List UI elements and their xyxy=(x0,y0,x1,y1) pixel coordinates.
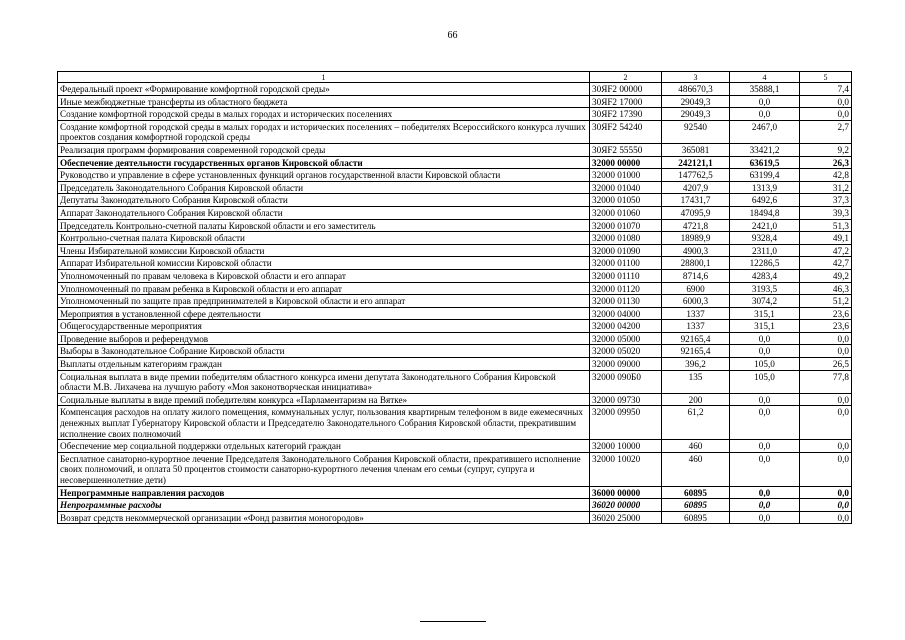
table-row xyxy=(58,345,852,358)
row-planned-cell: 1337 xyxy=(662,307,730,320)
row-percent-cell: 31,2 xyxy=(800,181,852,194)
row-executed-cell: 2311,0 xyxy=(730,244,800,257)
row-planned-cell: 92165,4 xyxy=(662,332,730,345)
row-name-cell: Уполномоченный по защите прав предпринимателей в Кировской области и его аппарат xyxy=(58,295,590,308)
row-executed-cell: 0,0 xyxy=(730,452,800,486)
row-name-cell: Федеральный проект «Формирование комфортной городской среды» xyxy=(58,83,590,96)
row-planned-cell: 4900,3 xyxy=(662,244,730,257)
row-code-cell: 32000 05020 xyxy=(590,345,662,358)
row-planned-cell: 18989,9 xyxy=(662,232,730,245)
table-row xyxy=(58,440,852,453)
row-code-cell: 32000 05000 xyxy=(590,332,662,345)
row-executed-cell: 33421,2 xyxy=(730,143,800,156)
row-executed-cell: 12286,5 xyxy=(730,257,800,270)
row-name-cell: Уполномоченный по правам ребенка в Кировской области и его аппарат xyxy=(58,282,590,295)
row-planned-cell: 135 xyxy=(662,370,730,393)
row-name-cell: Члены Избирательной комиссии Кировской области xyxy=(58,244,590,257)
row-percent-cell: 37,3 xyxy=(800,194,852,207)
row-code-cell: 32000 01090 xyxy=(590,244,662,257)
row-name-cell: Бесплатное санаторно-курортное лечение Председателя Законодательного Собрания Кировской области, прекратившего исполнение своих полномочий, и оплата 50 процентов стоимости санаторно-курортного лечения членам его семьи (супруг, супруга и несовершеннолетние дети) xyxy=(58,452,590,486)
table-row xyxy=(58,206,852,219)
row-planned-cell: 242121,1 xyxy=(662,156,730,169)
row-planned-cell: 460 xyxy=(662,452,730,486)
row-planned-cell: 6900 xyxy=(662,282,730,295)
table-row xyxy=(58,320,852,333)
row-name-cell: Социальная выплата в виде премии победителям областного конкурса имени депутата Законодательного Собрания Кировской области М.В. Лихачева на лучшую работу «Моя законотворческая инициатива» xyxy=(58,370,590,393)
row-planned-cell: 200 xyxy=(662,393,730,406)
row-percent-cell: 51,3 xyxy=(800,219,852,232)
row-code-cell: 32000 01120 xyxy=(590,282,662,295)
column-header: 1 xyxy=(58,72,590,83)
row-name-cell: Компенсация расходов на оплату жилого помещения, коммунальных услуг, пользования квартирным телефоном в виде ежемесячных денежных выплат Губернатору Кировской области и Председателю Законодательного Собрания Кировской области, прекратившим исполнение своих полномочий xyxy=(58,406,590,440)
row-percent-cell: 51,2 xyxy=(800,295,852,308)
row-planned-cell: 28800,1 xyxy=(662,257,730,270)
row-percent-cell: 2,7 xyxy=(800,120,852,143)
table-row xyxy=(58,108,852,121)
table-row xyxy=(58,219,852,232)
column-header: 4 xyxy=(730,72,800,83)
row-planned-cell: 4721,8 xyxy=(662,219,730,232)
row-planned-cell: 92540 xyxy=(662,120,730,143)
row-percent-cell: 47,2 xyxy=(800,244,852,257)
row-percent-cell: 46,3 xyxy=(800,282,852,295)
row-planned-cell: 47095,9 xyxy=(662,206,730,219)
row-code-cell: 32000 01050 xyxy=(590,194,662,207)
table-row xyxy=(58,269,852,282)
row-planned-cell: 365081 xyxy=(662,143,730,156)
row-executed-cell: 6492,6 xyxy=(730,194,800,207)
table-row xyxy=(58,358,852,371)
table-row xyxy=(58,169,852,182)
footer-rule xyxy=(420,621,486,622)
row-planned-cell: 17431,7 xyxy=(662,194,730,207)
row-name-cell: Руководство и управление в сфере установленных функций органов государственной власти Кировской области xyxy=(58,169,590,182)
row-executed-cell: 63199,4 xyxy=(730,169,800,182)
column-header: 5 xyxy=(800,72,852,83)
table-row xyxy=(58,370,852,393)
row-code-cell: 32000 01130 xyxy=(590,295,662,308)
row-percent-cell: 0,0 xyxy=(800,440,852,453)
row-code-cell: 32000 10020 xyxy=(590,452,662,486)
row-planned-cell: 8714,6 xyxy=(662,269,730,282)
row-executed-cell: 315,1 xyxy=(730,320,800,333)
row-planned-cell: 460 xyxy=(662,440,730,453)
row-code-cell: 36000 00000 xyxy=(590,486,662,499)
row-percent-cell: 0,0 xyxy=(800,393,852,406)
row-executed-cell: 0,0 xyxy=(730,393,800,406)
row-executed-cell: 63619,5 xyxy=(730,156,800,169)
row-planned-cell: 29049,3 xyxy=(662,108,730,121)
row-planned-cell: 4207,9 xyxy=(662,181,730,194)
row-name-cell: Аппарат Законодательного Собрания Кировской области xyxy=(58,206,590,219)
column-header: 3 xyxy=(662,72,730,83)
table-row xyxy=(58,95,852,108)
row-percent-cell: 0,0 xyxy=(800,332,852,345)
row-name-cell: Непрограммные направления расходов xyxy=(58,486,590,499)
row-executed-cell: 1313,9 xyxy=(730,181,800,194)
row-planned-cell: 29049,3 xyxy=(662,95,730,108)
row-code-cell: 36020 25000 xyxy=(590,511,662,524)
row-code-cell: 32000 09000 xyxy=(590,358,662,371)
row-planned-cell: 486670,3 xyxy=(662,83,730,96)
row-percent-cell: 42,8 xyxy=(800,169,852,182)
table-header-row xyxy=(58,72,852,83)
row-name-cell: Иные межбюджетные трансферты из областного бюджета xyxy=(58,95,590,108)
row-planned-cell: 396,2 xyxy=(662,358,730,371)
row-percent-cell: 49,2 xyxy=(800,269,852,282)
row-planned-cell: 60895 xyxy=(662,486,730,499)
row-planned-cell: 147762,5 xyxy=(662,169,730,182)
row-executed-cell: 0,0 xyxy=(730,511,800,524)
table-row xyxy=(58,307,852,320)
row-percent-cell: 0,0 xyxy=(800,486,852,499)
row-name-cell: Обеспечение мер социальной поддержки отдельных категорий граждан xyxy=(58,440,590,453)
row-percent-cell: 0,0 xyxy=(800,452,852,486)
row-executed-cell: 18494,8 xyxy=(730,206,800,219)
row-name-cell: Выплаты отдельным категориям граждан xyxy=(58,358,590,371)
row-planned-cell: 92165,4 xyxy=(662,345,730,358)
row-name-cell: Депутаты Законодательного Собрания Кировской области xyxy=(58,194,590,207)
table-row xyxy=(58,499,852,512)
row-executed-cell: 105,0 xyxy=(730,370,800,393)
row-percent-cell: 0,0 xyxy=(800,406,852,440)
row-executed-cell: 4283,4 xyxy=(730,269,800,282)
row-executed-cell: 0,0 xyxy=(730,108,800,121)
row-code-cell: 30ЯF2 17390 xyxy=(590,108,662,121)
row-executed-cell: 2421,0 xyxy=(730,219,800,232)
column-header: 2 xyxy=(590,72,662,83)
row-percent-cell: 0,0 xyxy=(800,345,852,358)
row-code-cell: 32000 01000 xyxy=(590,169,662,182)
table-row xyxy=(58,120,852,143)
row-code-cell: 36020 00000 xyxy=(590,499,662,512)
table-row xyxy=(58,282,852,295)
row-name-cell: Мероприятия в установленной сфере деятельности xyxy=(58,307,590,320)
row-name-cell: Создание комфортной городской среды в малых городах и исторических поселениях – победителях Всероссийского конкурса лучших проектов создания комфортной городской среды xyxy=(58,120,590,143)
row-code-cell: 32000 10000 xyxy=(590,440,662,453)
row-code-cell: 32000 01040 xyxy=(590,181,662,194)
row-name-cell: Проведение выборов и референдумов xyxy=(58,332,590,345)
row-name-cell: Непрограммные расходы xyxy=(58,499,590,512)
table-row xyxy=(58,295,852,308)
row-planned-cell: 61,2 xyxy=(662,406,730,440)
row-code-cell: 32000 09950 xyxy=(590,406,662,440)
table-row xyxy=(58,143,852,156)
row-percent-cell: 0,0 xyxy=(800,499,852,512)
row-name-cell: Общегосударственные мероприятия xyxy=(58,320,590,333)
row-executed-cell: 3193,5 xyxy=(730,282,800,295)
row-percent-cell: 39,3 xyxy=(800,206,852,219)
row-percent-cell: 0,0 xyxy=(800,108,852,121)
row-code-cell: 32000 01100 xyxy=(590,257,662,270)
row-name-cell: Уполномоченный по правам человека в Кировской области и его аппарат xyxy=(58,269,590,282)
row-code-cell: 32000 090Б0 xyxy=(590,370,662,393)
row-code-cell: 30ЯF2 17000 xyxy=(590,95,662,108)
row-percent-cell: 26,3 xyxy=(800,156,852,169)
row-executed-cell: 315,1 xyxy=(730,307,800,320)
table-row xyxy=(58,156,852,169)
row-name-cell: Обеспечение деятельности государственных органов Кировской области xyxy=(58,156,590,169)
row-code-cell: 32000 01080 xyxy=(590,232,662,245)
row-code-cell: 32000 01060 xyxy=(590,206,662,219)
table-row xyxy=(58,406,852,440)
row-name-cell: Социальные выплаты в виде премий победителям конкурса «Парламентаризм на Вятке» xyxy=(58,393,590,406)
row-executed-cell: 35888,1 xyxy=(730,83,800,96)
row-code-cell: 32000 09730 xyxy=(590,393,662,406)
row-executed-cell: 105,0 xyxy=(730,358,800,371)
row-percent-cell: 0,0 xyxy=(800,95,852,108)
row-percent-cell: 0,0 xyxy=(800,511,852,524)
row-name-cell: Контрольно-счетная палата Кировской области xyxy=(58,232,590,245)
row-executed-cell: 0,0 xyxy=(730,345,800,358)
table-row xyxy=(58,511,852,524)
row-executed-cell: 0,0 xyxy=(730,486,800,499)
row-percent-cell: 49,1 xyxy=(800,232,852,245)
row-percent-cell: 23,6 xyxy=(800,307,852,320)
row-percent-cell: 26,5 xyxy=(800,358,852,371)
table-row xyxy=(58,194,852,207)
row-planned-cell: 6000,3 xyxy=(662,295,730,308)
table-row xyxy=(58,232,852,245)
row-executed-cell: 9328,4 xyxy=(730,232,800,245)
row-name-cell: Возврат средств некоммерческой организации «Фонд развития моногородов» xyxy=(58,511,590,524)
table-row xyxy=(58,452,852,486)
row-code-cell: 32000 01110 xyxy=(590,269,662,282)
table-row xyxy=(58,244,852,257)
row-name-cell: Председатель Законодательного Собрания Кировской области xyxy=(58,181,590,194)
row-name-cell: Аппарат Избирательной комиссии Кировской области xyxy=(58,257,590,270)
table-row xyxy=(58,181,852,194)
row-code-cell: 32000 01070 xyxy=(590,219,662,232)
row-name-cell: Председатель Контрольно-счетной палаты Кировской области и его заместитель xyxy=(58,219,590,232)
row-code-cell: 30ЯF2 54240 xyxy=(590,120,662,143)
row-percent-cell: 7,4 xyxy=(800,83,852,96)
row-name-cell: Выборы в Законодательное Собрание Кировской области xyxy=(58,345,590,358)
row-planned-cell: 60895 xyxy=(662,499,730,512)
page-number: 66 xyxy=(447,30,458,41)
row-executed-cell: 0,0 xyxy=(730,499,800,512)
row-code-cell: 32000 04200 xyxy=(590,320,662,333)
row-executed-cell: 0,0 xyxy=(730,332,800,345)
table-row xyxy=(58,83,852,96)
row-percent-cell: 23,6 xyxy=(800,320,852,333)
row-percent-cell: 77,8 xyxy=(800,370,852,393)
row-planned-cell: 1337 xyxy=(662,320,730,333)
table-row xyxy=(58,486,852,499)
row-executed-cell: 0,0 xyxy=(730,95,800,108)
row-executed-cell: 2467,0 xyxy=(730,120,800,143)
row-executed-cell: 3074,2 xyxy=(730,295,800,308)
row-planned-cell: 60895 xyxy=(662,511,730,524)
row-name-cell: Создание комфортной городской среды в малых городах и исторических поселениях xyxy=(58,108,590,121)
row-executed-cell: 0,0 xyxy=(730,440,800,453)
row-percent-cell: 9,2 xyxy=(800,143,852,156)
row-executed-cell: 0,0 xyxy=(730,406,800,440)
budget-table xyxy=(57,71,852,524)
table-row xyxy=(58,332,852,345)
row-name-cell: Реализация программ формирования современной городской среды xyxy=(58,143,590,156)
row-code-cell: 32000 04000 xyxy=(590,307,662,320)
row-code-cell: 30ЯF2 00000 xyxy=(590,83,662,96)
row-code-cell: 30ЯF2 55550 xyxy=(590,143,662,156)
table-row xyxy=(58,257,852,270)
table-row xyxy=(58,393,852,406)
row-code-cell: 32000 00000 xyxy=(590,156,662,169)
row-percent-cell: 42,7 xyxy=(800,257,852,270)
